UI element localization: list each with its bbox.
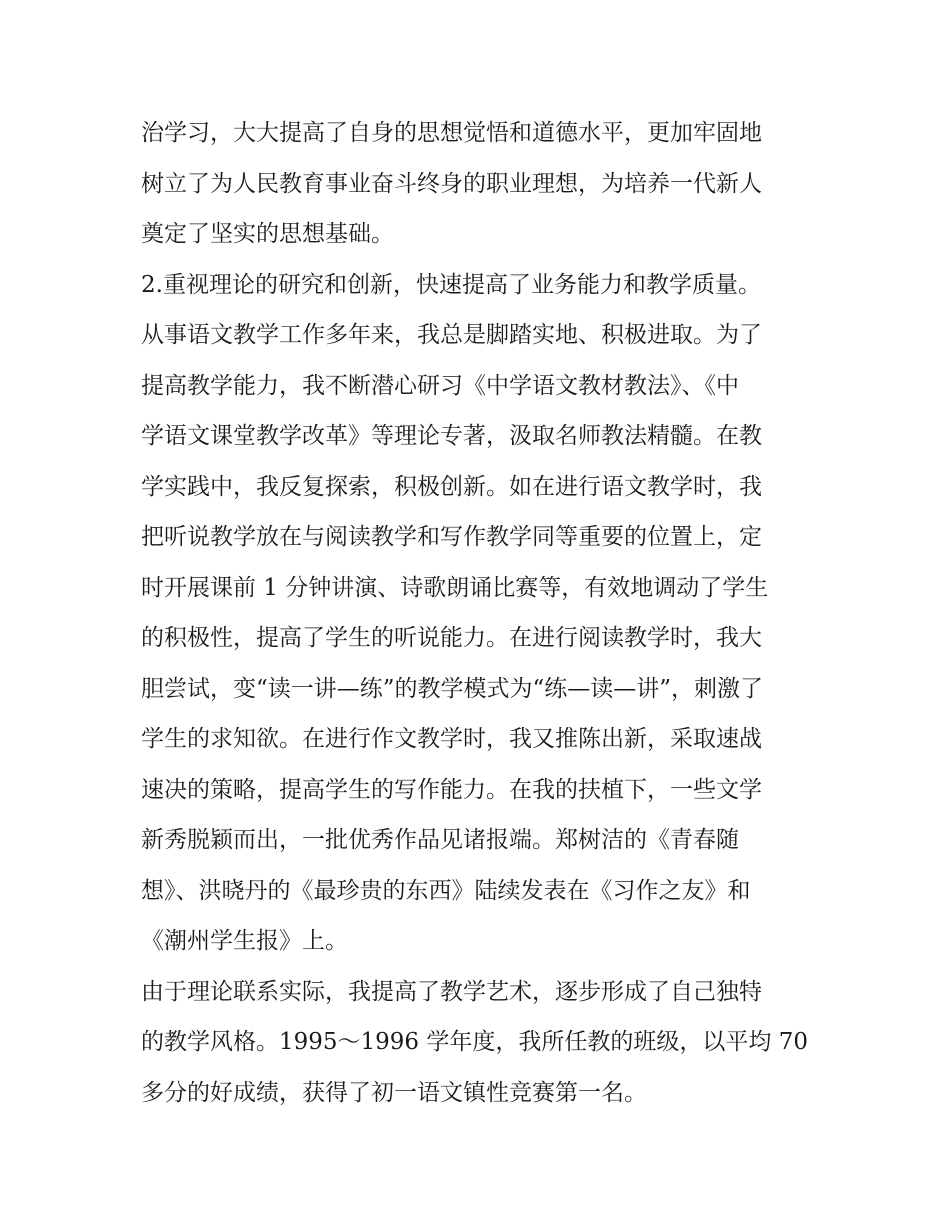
document-body xyxy=(141,108,813,1118)
section-heading: 2.重视理论的研究和创新，快速提高了业务能力和教学质量。 xyxy=(141,271,761,298)
text-line: 速决的策略，提高学生的写作能力。在我的扶植下，一些文学 xyxy=(141,776,762,803)
text-line: 由于理论联系实际，我提高了教学艺术，逐步形成了自己独特 xyxy=(141,978,762,1005)
text-line: 奠定了坚实的思想基础。 xyxy=(141,221,394,247)
text-line: 《潮州学生报》上。 xyxy=(141,928,348,954)
text-line: 治学习，大大提高了自身的思想觉悟和道德水平，更加牢固地 xyxy=(141,120,762,146)
text-line: 时开展课前 1 分钟讲演、诗歌朗诵比赛等，有效地调动了学生 xyxy=(141,574,769,601)
text-line: 的教学风格。1995～1996 学年度，我所任教的班级，以平均 70 xyxy=(141,1029,808,1055)
text-line: 从事语文教学工作多年来，我总是脚踏实地、积极进取。为了 xyxy=(141,322,762,348)
text-line: 多分的好成绩，获得了初一语文镇性竞赛第一名。 xyxy=(141,1079,647,1106)
text-line: 的积极性，提高了学生的听说能力。在进行阅读教学时，我大 xyxy=(141,625,762,651)
text-line: 树立了为人民教育事业奋斗终身的职业理想，为培养一代新人 xyxy=(141,170,762,197)
text-line: 学语文课堂教学改革》等理论专著，汲取名师教法精髓。在教 xyxy=(141,423,762,449)
text-line: 学生的求知欲。在进行作文教学时，我又推陈出新，采取速战 xyxy=(141,726,762,752)
text-line: 提高教学能力，我不断潜心研习《中学语文教材教法》、《中 xyxy=(141,372,739,399)
text-line: 想》、洪晓丹的《最珍贵的东西》陆续发表在《习作之友》和 xyxy=(141,877,751,904)
text-line: 学实践中，我反复探索，积极创新。如在进行语文教学时，我 xyxy=(141,473,762,500)
text-line: 把听说教学放在与阅读教学和写作教学同等重要的位置上，定 xyxy=(141,524,762,550)
text-line: 新秀脱颖而出，一批优秀作品见诸报端。郑树洁的《青春随 xyxy=(141,827,739,853)
text-line: 胆尝试，变“读一讲—练”的教学模式为“练—读—讲”，刺激了 xyxy=(141,675,764,702)
